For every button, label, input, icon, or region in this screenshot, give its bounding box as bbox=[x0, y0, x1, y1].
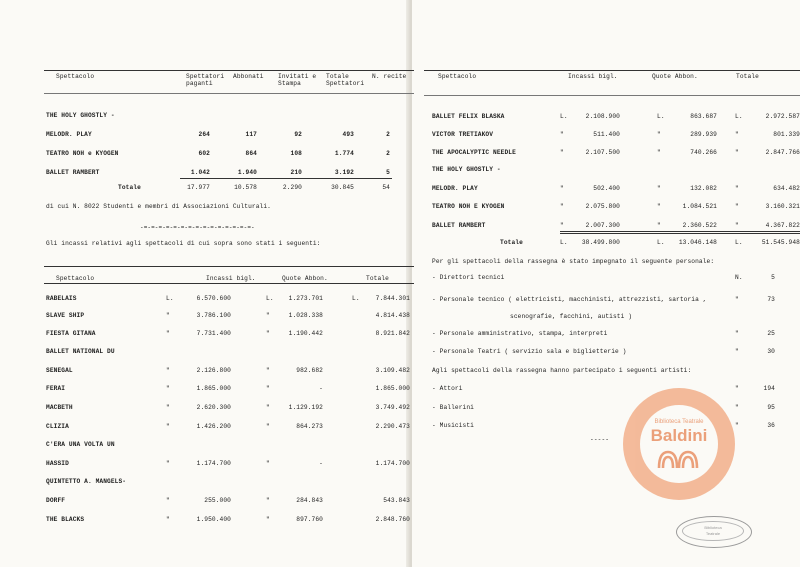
totale-spettatori: 30.845 bbox=[331, 184, 354, 191]
table-row-name: FIESTA GITANA bbox=[46, 330, 96, 337]
currency-mark: " bbox=[266, 423, 270, 430]
cell-incassi: 2.108.900 bbox=[585, 113, 620, 120]
cell-quote: 289.939 bbox=[690, 131, 717, 138]
baldini-library-stamp bbox=[623, 388, 735, 500]
cell-quote: - bbox=[319, 460, 323, 467]
cell-incassi: 1.865.000 bbox=[196, 385, 231, 392]
artisti-item-label: - Musicisti bbox=[432, 422, 474, 429]
personale-count: 30 bbox=[767, 348, 775, 355]
col-header-spettacolo: Spettacolo bbox=[438, 73, 477, 80]
cell-totale: 493 bbox=[342, 131, 354, 138]
currency-mark: " bbox=[735, 203, 739, 210]
cell-invitati: 108 bbox=[290, 150, 302, 157]
currency-mark: " bbox=[166, 460, 170, 467]
table-row-name: SENEGAL bbox=[46, 367, 73, 374]
cell-totale: 4.367.822 bbox=[765, 222, 800, 229]
table-top-rule bbox=[44, 70, 414, 71]
cell-incassi: 6.570.600 bbox=[196, 295, 231, 302]
personale-item-label: - Direttori tecnici bbox=[432, 274, 505, 281]
cell-totale: 4.814.438 bbox=[375, 312, 410, 319]
col-header-recite: N. recite bbox=[372, 73, 407, 80]
totale-quote: 13.046.148 bbox=[678, 239, 717, 246]
cell-incassi: 255.000 bbox=[204, 497, 231, 504]
artisti-item-label: - Ballerini bbox=[432, 404, 474, 411]
currency-mark: " bbox=[266, 312, 270, 319]
artisti-item-label: - Attori bbox=[432, 385, 463, 392]
cell-quote: 1.273.701 bbox=[288, 295, 323, 302]
cell-totale: 634.482 bbox=[773, 185, 800, 192]
currency-mark: " bbox=[735, 222, 739, 229]
currency-mark: " bbox=[266, 497, 270, 504]
currency-mark: " bbox=[735, 149, 739, 156]
personale-count: 25 bbox=[767, 330, 775, 337]
currency-mark: L. bbox=[657, 113, 665, 120]
open-book-icon bbox=[657, 448, 701, 470]
table-row-name: HASSID bbox=[46, 460, 69, 467]
right-totals-rule-2 bbox=[560, 233, 800, 234]
cell-recite: 5 bbox=[386, 169, 390, 176]
cell-totale: 1.174.700 bbox=[375, 460, 410, 467]
cell-totale: 3.160.321 bbox=[765, 203, 800, 210]
currency-mark: " bbox=[266, 385, 270, 392]
totale-recite: 54 bbox=[382, 184, 390, 191]
currency-mark: " bbox=[166, 404, 170, 411]
table-row-name: SLAVE SHIP bbox=[46, 312, 85, 319]
currency-mark: " bbox=[166, 367, 170, 374]
table-header-rule bbox=[44, 93, 414, 94]
cell-incassi: 511.400 bbox=[593, 131, 620, 138]
table-row-name: C'ERA UNA VOLTA UN bbox=[46, 441, 115, 448]
cell-incassi: 2.126.800 bbox=[196, 367, 231, 374]
currency-mark: L. bbox=[166, 295, 174, 302]
cell-quote: 2.360.522 bbox=[682, 222, 717, 229]
cell-paganti: 1.042 bbox=[190, 169, 210, 176]
table-row-name: TEATRO NOH e KYOGEN bbox=[46, 150, 119, 157]
cell-quote: 982.682 bbox=[296, 367, 323, 374]
currency-mark: " bbox=[166, 423, 170, 430]
currency-mark: " bbox=[166, 516, 170, 523]
cell-totale: 543.843 bbox=[383, 497, 410, 504]
col-header-paganti: Spettatori bbox=[186, 73, 225, 80]
cell-totale: 7.844.301 bbox=[375, 295, 410, 302]
currency-mark: " bbox=[560, 149, 564, 156]
currency-mark: " bbox=[560, 185, 564, 192]
cell-paganti: 264 bbox=[198, 131, 210, 138]
table-row-name: BALLET RAMBERT bbox=[432, 222, 486, 229]
cell-abbonati: 864 bbox=[245, 150, 257, 157]
table-row-name: RABELAIS bbox=[46, 295, 77, 302]
currency-mark: L. bbox=[560, 239, 568, 246]
cell-quote: 897.760 bbox=[296, 516, 323, 523]
currency-mark: " bbox=[266, 404, 270, 411]
currency-mark: L. bbox=[735, 113, 743, 120]
col-header-spettacolo: Spettacolo bbox=[56, 275, 95, 282]
totale-abbonati: 10.578 bbox=[234, 184, 257, 191]
totale-invitati: 2.290 bbox=[282, 184, 302, 191]
cell-incassi: 3.786.100 bbox=[196, 312, 231, 319]
currency-mark: " bbox=[166, 330, 170, 337]
table-row-name: FERAI bbox=[46, 385, 66, 392]
currency-mark: " bbox=[657, 203, 661, 210]
cell-incassi: 2.620.300 bbox=[196, 404, 231, 411]
col-header-spettacolo: Spettacolo bbox=[56, 73, 95, 80]
currency-mark: " bbox=[166, 385, 170, 392]
currency-mark: " bbox=[657, 131, 661, 138]
cell-abbonati: 1.940 bbox=[237, 169, 257, 176]
currency-mark: " bbox=[166, 312, 170, 319]
stamp-top-text: Biblioteca Teatrale bbox=[654, 419, 704, 425]
end-mark: ----- bbox=[590, 436, 610, 443]
col-header-abbonati: Abbonati bbox=[233, 73, 264, 80]
cell-quote: 284.843 bbox=[296, 497, 323, 504]
cell-totale: 3.192 bbox=[334, 169, 354, 176]
cell-paganti: 602 bbox=[198, 150, 210, 157]
col-header-totale: Totale bbox=[326, 73, 349, 80]
currency-mark: " bbox=[657, 185, 661, 192]
currency-mark: " bbox=[735, 185, 739, 192]
table-row-name: BALLET NATIONAL DU bbox=[46, 348, 115, 355]
col-header-incassi: Incassi bigl. bbox=[568, 73, 618, 80]
col-header-totale: Totale bbox=[366, 275, 389, 282]
artisti-count: 95 bbox=[767, 404, 775, 411]
cell-quote: 863.687 bbox=[690, 113, 717, 120]
cell-quote: 864.273 bbox=[296, 423, 323, 430]
col-header-incassi: Incassi bigl. bbox=[206, 275, 256, 282]
totale-incassi: 38.499.800 bbox=[581, 239, 620, 246]
artisti-intro: Agli spettacoli della rassegna hanno partecipato i seguenti artisti: bbox=[432, 367, 692, 374]
count-prefix: " bbox=[735, 330, 739, 337]
cell-totale: 801.339 bbox=[773, 131, 800, 138]
cell-totale: 1.774 bbox=[334, 150, 354, 157]
right-table-top-rule bbox=[424, 70, 800, 71]
table-row-name: THE HOLY GHOSTLY - bbox=[46, 112, 115, 119]
cell-quote: - bbox=[319, 385, 323, 392]
currency-mark: L. bbox=[266, 295, 274, 302]
cell-totale: 1.865.000 bbox=[375, 385, 410, 392]
currency-mark: " bbox=[735, 131, 739, 138]
cell-quote: 132.082 bbox=[690, 185, 717, 192]
totals-rule bbox=[180, 178, 392, 179]
totale-generale: 51.545.948 bbox=[761, 239, 800, 246]
studenti-note: di cui N. 8022 Studenti e membri di Associazioni Culturali. bbox=[46, 203, 271, 210]
count-prefix: " bbox=[735, 422, 739, 429]
col-header-invitati-2: Stampa bbox=[278, 80, 301, 87]
cell-recite: 2 bbox=[386, 131, 390, 138]
personale-intro: Per gli spettacoli della rassegna è stato impegnato il seguente personale: bbox=[432, 258, 715, 265]
currency-mark: " bbox=[657, 149, 661, 156]
totale-label: Totale bbox=[118, 184, 141, 191]
currency-mark: L. bbox=[735, 239, 743, 246]
table-row-name: BALLET FELIX BLASKA bbox=[432, 113, 505, 120]
cell-totale: 3.749.492 bbox=[375, 404, 410, 411]
table-row-name: TEATRO NOH E KYOGEN bbox=[432, 203, 505, 210]
cell-incassi: 1.426.200 bbox=[196, 423, 231, 430]
currency-mark: " bbox=[266, 516, 270, 523]
cell-incassi: 2.007.300 bbox=[585, 222, 620, 229]
cell-quote: 1.190.442 bbox=[288, 330, 323, 337]
table-row-name: VICTOR TRETIAKOV bbox=[432, 131, 494, 138]
currency-mark: " bbox=[560, 203, 564, 210]
currency-mark: " bbox=[560, 131, 564, 138]
table-row-name: DORFF bbox=[46, 497, 66, 504]
artisti-count: 36 bbox=[767, 422, 775, 429]
cell-incassi: 1.950.400 bbox=[196, 516, 231, 523]
currency-mark: " bbox=[266, 460, 270, 467]
col-header-totale-2: Spettatori bbox=[326, 80, 365, 87]
currency-mark: L. bbox=[657, 239, 665, 246]
right-table-header-rule bbox=[424, 95, 800, 96]
table-row-name: THE BLACKS bbox=[46, 516, 85, 523]
cell-totale: 2.972.587 bbox=[765, 113, 800, 120]
incassi-intro: Gli incassi relativi agli spettacoli di cui sopra sono stati i seguenti: bbox=[46, 240, 321, 247]
cell-totale: 8.921.842 bbox=[375, 330, 410, 337]
cell-quote: 740.266 bbox=[690, 149, 717, 156]
personale-count: 73 bbox=[767, 296, 775, 303]
cell-totale: 2.290.473 bbox=[375, 423, 410, 430]
personale-item-label: - Personale amministrativo, stampa, interpreti bbox=[432, 330, 608, 337]
incassi-top-rule bbox=[44, 266, 414, 267]
currency-mark: L. bbox=[352, 295, 360, 302]
table-row-name: MELODR. PLAY bbox=[432, 185, 478, 192]
totale-paganti: 17.977 bbox=[187, 184, 210, 191]
table-row-name: MACBETH bbox=[46, 404, 73, 411]
count-prefix: " bbox=[735, 348, 739, 355]
personale-item-label: - Personale tecnico ( elettricisti, macchinisti, attrezzisti, sartoria , bbox=[432, 296, 707, 303]
totale-label: Totale bbox=[500, 239, 523, 246]
count-prefix: " bbox=[735, 296, 739, 303]
cell-quote: 1.129.192 bbox=[288, 404, 323, 411]
artisti-count: 194 bbox=[763, 385, 775, 392]
library-oval-stamp: Biblioteca Teatrale bbox=[676, 516, 752, 548]
table-row-name: QUINTETTO A. MANGELS- bbox=[46, 478, 127, 485]
cell-incassi: 7.731.400 bbox=[196, 330, 231, 337]
col-header-invitati: Invitati e bbox=[278, 73, 317, 80]
cell-totale: 3.109.482 bbox=[375, 367, 410, 374]
right-totals-rule bbox=[560, 231, 800, 232]
personale-item-label: - Personale Teatri ( servizio sala e biglietterie ) bbox=[432, 348, 627, 355]
cell-invitati: 92 bbox=[294, 131, 302, 138]
cell-abbonati: 117 bbox=[245, 131, 257, 138]
currency-mark: L. bbox=[560, 113, 568, 120]
cell-incassi: 502.400 bbox=[593, 185, 620, 192]
right-page bbox=[412, 0, 800, 567]
incassi-header-rule bbox=[44, 283, 414, 284]
currency-mark: " bbox=[560, 222, 564, 229]
cell-totale: 2.847.766 bbox=[765, 149, 800, 156]
count-prefix: N. bbox=[735, 274, 743, 281]
cell-incassi: 2.075.800 bbox=[585, 203, 620, 210]
cell-quote: 1.084.521 bbox=[682, 203, 717, 210]
decorative-separator: -=-=-=-=-=-=-=-=-=-=-=-=-=-=-=- bbox=[140, 224, 255, 231]
currency-mark: " bbox=[166, 497, 170, 504]
personale-item-label: scenografie, facchini, autisti ) bbox=[510, 313, 633, 320]
currency-mark: " bbox=[266, 330, 270, 337]
stamp-name: Baldini bbox=[650, 426, 708, 445]
table-row-name: BALLET RAMBERT bbox=[46, 169, 100, 176]
col-header-quote: Quote Abbon. bbox=[282, 275, 328, 282]
col-header-quote: Quote Abbon. bbox=[652, 73, 698, 80]
count-prefix: " bbox=[735, 404, 739, 411]
cell-quote: 1.028.338 bbox=[288, 312, 323, 319]
col-header-totale: Totale bbox=[736, 73, 759, 80]
table-row-name: CLIZIA bbox=[46, 423, 69, 430]
col-header-paganti-2: paganti bbox=[186, 80, 213, 87]
table-row-name: THE HOLY GHOSTLY - bbox=[432, 166, 501, 173]
cell-totale: 2.848.760 bbox=[375, 516, 410, 523]
cell-incassi: 1.174.700 bbox=[196, 460, 231, 467]
personale-count: 5 bbox=[771, 274, 775, 281]
cell-recite: 2 bbox=[386, 150, 390, 157]
count-prefix: " bbox=[735, 385, 739, 392]
table-row-name: THE APOCALYPTIC NEEDLE bbox=[432, 149, 516, 156]
cell-incassi: 2.107.500 bbox=[585, 149, 620, 156]
currency-mark: " bbox=[266, 367, 270, 374]
table-row-name: MELODR. PLAY bbox=[46, 131, 92, 138]
cell-invitati: 210 bbox=[290, 169, 302, 176]
currency-mark: " bbox=[657, 222, 661, 229]
